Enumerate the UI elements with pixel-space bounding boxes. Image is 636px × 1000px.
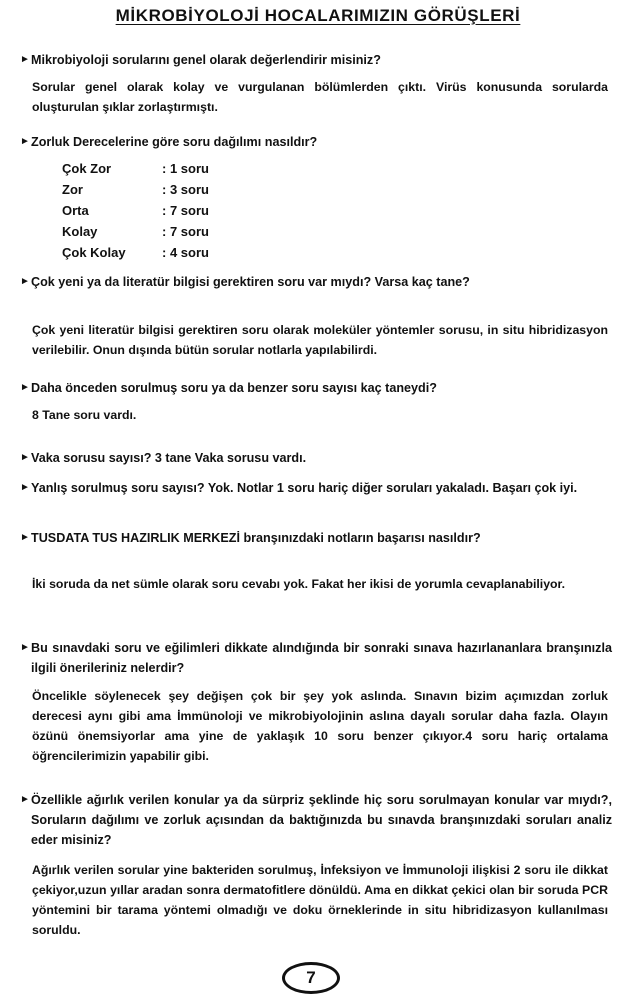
difficulty-level: Çok Zor [62,161,112,176]
bullet-arrow-icon: ► [20,452,30,463]
bullet-arrow-icon: ► [20,54,30,65]
bullet-arrow-icon: ► [20,794,30,805]
question-count: : 7 soru [162,203,209,218]
bullet-arrow-icon: ► [20,532,30,543]
question-3 [20,272,612,292]
question-2 [20,132,612,152]
answer-text: İki soruda da net sümle olarak soru cevabı yok. Fakat her ikisi de yorumla cevaplanabiliyor. [32,577,566,591]
question-count: : 1 soru [162,161,209,176]
bullet-arrow-icon: ► [20,382,30,393]
distribution-row [62,221,209,242]
answer-3 [32,320,608,360]
question-text: Çok yeni ya da literatür bilgisi gerektiren soru var mıydı? Varsa kaç tane? [31,275,470,289]
question-count: : 4 soru [162,245,209,260]
answer-text: 8 Tane soru vardı. [32,408,137,422]
distribution-row [62,242,209,263]
question-1 [20,50,612,70]
bullet-arrow-icon: ► [20,136,30,147]
bullet-arrow-icon: ► [20,482,30,493]
question-6 [20,478,612,498]
distribution-row [62,158,209,179]
question-9 [20,790,612,850]
question-4 [20,378,612,398]
difficulty-level: Orta [62,203,89,218]
distribution-row [62,179,209,200]
question-text: Yanlış sorulmuş soru sayısı? Yok. Notlar 1 soru hariç diğer soruları yakaladı. Başarı çok iyi. [31,481,578,495]
difficulty-distribution [62,158,209,263]
page-title: MİKROBİYOLOJİ HOCALARIMIZIN GÖRÜŞLERİ [115,6,521,25]
difficulty-level: Kolay [62,224,98,239]
answer-text: Çok yeni literatür bilgisi gerektiren soru olarak moleküler yöntemler sorusu, in situ hibridizasyon verilebilir. Onun dışında bütün sorular notlarla yapılabilirdi. [32,323,608,357]
question-text: Özellikle ağırlık verilen konular ya da sürpriz şeklinde hiç soru sorulmayan konular var mıydı?, Soruların dağılımı ve zorluk açısından da baktığınızda bu sınavda branşınızdaki soruları analiz eder misiniz? [31,793,612,847]
answer-text: Öncelikle söylenecek şey değişen çok bir şey yok aslında. Sınavın bizim açımızdan zorluk derecesi aynı gibi ama İmmünoloji ve mikrobiyolojinin aslına dayalı sorular daha fazla. Olayın özünü önemsiyorlar ama yine de yaklaşık 10 soru benzer çıkıyor.4 soru hariç ortalama öğrencilerimizin yapabilir gibi. [32,689,608,763]
question-7 [20,528,612,548]
question-text: Zorluk Derecelerine göre soru dağılımı nasıldır? [31,135,318,149]
question-count: : 7 soru [162,224,209,239]
answer-text: Ağırlık verilen sorular yine bakteriden sorulmuş, İnfeksiyon ve İmmunoloji ilişkisi 2 soru ile dikkat çekiyor,uzun yıllar aradan sonra dermatofitlere dönüldü. Ama en dikkat çekici olan bir soruda PCR yöntemini bir tarama yöntemi olmadığı ve doku örneklerinde in situ hibridizasyon kullanılması soruldu. [32,863,608,937]
answer-4 [32,405,608,425]
difficulty-level: Çok Kolay [62,245,126,260]
question-count: : 3 soru [162,182,209,197]
distribution-row [62,200,209,221]
question-5 [20,448,612,468]
page-number: 7 [282,962,340,994]
answer-8 [32,686,608,766]
difficulty-level: Zor [62,182,83,197]
answer-text: Sorular genel olarak kolay ve vurgulanan bölümlerden çıktı. Virüs konusunda sorularda oluşturulan şıklar zorlaştırmıştı. [32,80,608,114]
bullet-arrow-icon: ► [20,642,30,653]
answer-1 [32,77,608,117]
answer-7 [32,574,608,594]
question-text: Vaka sorusu sayısı? 3 tane Vaka sorusu vardı. [31,451,307,465]
question-text: TUSDATA TUS HAZIRLIK MERKEZİ branşınızdaki notların başarısı nasıldır? [31,531,481,545]
question-text: Mikrobiyoloji sorularını genel olarak değerlendirir misiniz? [31,53,381,67]
bullet-arrow-icon: ► [20,276,30,287]
question-text: Bu sınavdaki soru ve eğilimleri dikkate alındığında bir sonraki sınava hazırlananlara branşınızla ilgili önerileriniz nelerdir? [31,641,612,675]
answer-9 [32,860,608,940]
question-8 [20,638,612,678]
question-text: Daha önceden sorulmuş soru ya da benzer soru sayısı kaç taneydi? [31,381,437,395]
